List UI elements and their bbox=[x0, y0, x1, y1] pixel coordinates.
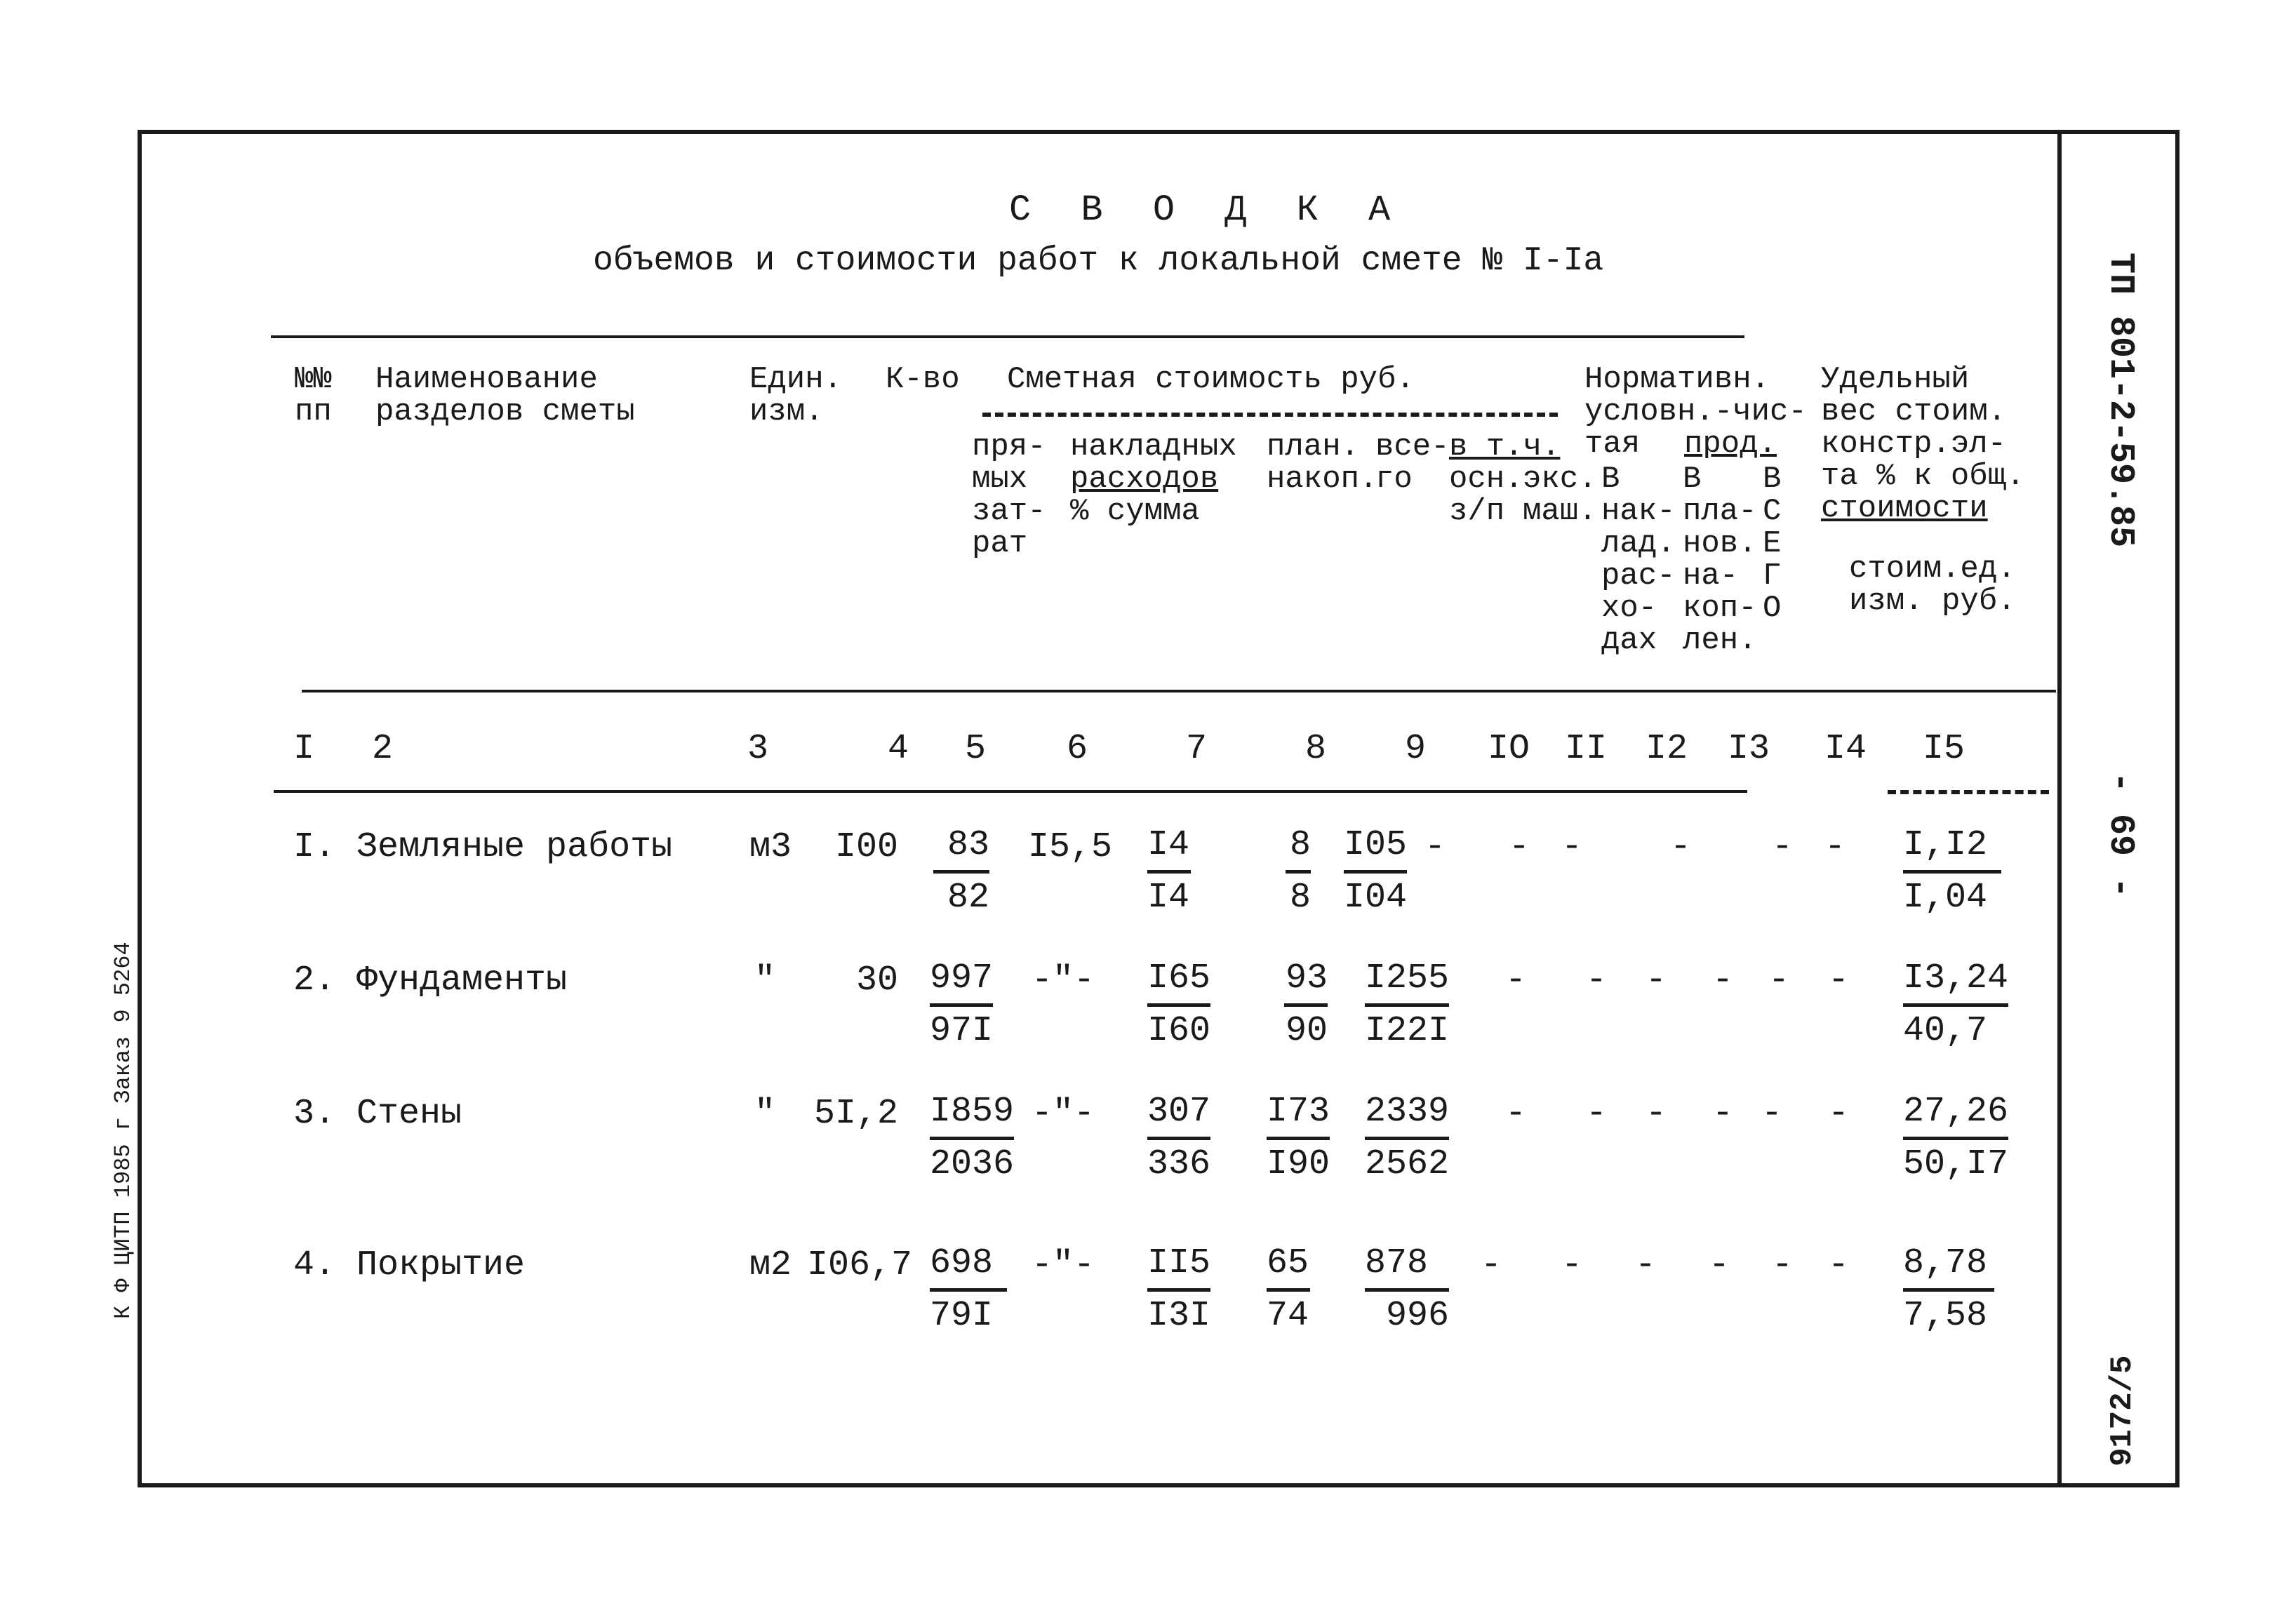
norm-col-line: нов. bbox=[1683, 526, 1757, 561]
row-overhead-sum bbox=[1147, 1089, 1210, 1188]
col-name-line: Наименование bbox=[375, 362, 598, 397]
row-name: 2. Фундаменты bbox=[293, 961, 568, 1001]
row-dash: - bbox=[1712, 1094, 1734, 1134]
col-unit-line: Един. bbox=[749, 362, 843, 397]
row-profit bbox=[1286, 822, 1311, 921]
side-divider bbox=[2057, 130, 2062, 1487]
unit-cost-header bbox=[1849, 553, 2016, 617]
cost-group-dash bbox=[982, 413, 1558, 417]
norm-col-line: лад. bbox=[1601, 526, 1676, 561]
col-number: I5 bbox=[1923, 729, 1965, 769]
direct-line: мых bbox=[972, 462, 1028, 497]
row-total bbox=[1344, 822, 1407, 921]
fraction-bottom: 82 bbox=[947, 878, 989, 918]
norm-col-line: нак- bbox=[1601, 494, 1676, 529]
col-unit-header bbox=[749, 363, 842, 428]
machine-line: экс. bbox=[1523, 462, 1597, 497]
norm-col-cost bbox=[1763, 463, 1781, 624]
row-dash: - bbox=[1670, 827, 1692, 867]
unit-cost-line: изм. руб. bbox=[1849, 584, 2016, 619]
norm-col-line: В bbox=[1763, 462, 1782, 497]
fraction-bottom: 74 bbox=[1267, 1296, 1309, 1336]
norm-col-line: лен. bbox=[1683, 623, 1757, 658]
fraction-top: I05 bbox=[1344, 822, 1407, 874]
col-number: I4 bbox=[1824, 729, 1867, 769]
row-dash: - bbox=[1646, 961, 1667, 1001]
row-unit: " bbox=[754, 1094, 776, 1134]
row-weight bbox=[1903, 1240, 1994, 1339]
col-number-dash bbox=[1888, 790, 2049, 794]
fraction-bottom: I4 bbox=[1147, 878, 1190, 918]
row-profit bbox=[1284, 956, 1328, 1055]
total-line: все- bbox=[1375, 429, 1450, 464]
total-header bbox=[1375, 431, 1450, 495]
row-dash: - bbox=[1561, 1245, 1583, 1285]
col-unit-line: изм. bbox=[749, 394, 824, 429]
fraction-bottom: 8 bbox=[1289, 878, 1311, 918]
row-dash: - bbox=[1772, 827, 1794, 867]
row-weight bbox=[1903, 1089, 2008, 1188]
norm-col-line: дах bbox=[1601, 623, 1657, 658]
weight-header bbox=[1821, 363, 2024, 525]
fraction-top: 307 bbox=[1147, 1089, 1210, 1140]
fraction-top: 8,78 bbox=[1903, 1240, 1994, 1292]
row-weight bbox=[1903, 956, 2008, 1055]
weight-line: констр.эл- bbox=[1821, 427, 2007, 462]
fraction-bottom: I04 bbox=[1344, 878, 1408, 918]
fraction-bottom: I22I bbox=[1365, 1011, 1450, 1051]
col-number: I3 bbox=[1728, 729, 1770, 769]
row-dash: - bbox=[1586, 961, 1608, 1001]
fraction-bottom: I3I bbox=[1147, 1296, 1211, 1336]
fraction-top: I,I2 bbox=[1903, 822, 2001, 874]
print-stamp: К Ф ЦИТП 1985 г Заказ 9 5264 bbox=[110, 942, 136, 1319]
row-unit: м2 bbox=[749, 1245, 792, 1285]
fraction-bottom: 996 bbox=[1385, 1296, 1449, 1336]
row-overhead-sum bbox=[1147, 956, 1210, 1055]
direct-line: зат- bbox=[972, 494, 1046, 529]
weight-line: Удельный bbox=[1821, 362, 1970, 397]
row-dash: - bbox=[1424, 827, 1446, 867]
direct-line: пря- bbox=[972, 429, 1046, 464]
fraction-top: I4 bbox=[1147, 822, 1191, 874]
incl-header: в т.ч. bbox=[1449, 429, 1561, 464]
machine-header bbox=[1523, 463, 1597, 528]
overhead-line: накладных bbox=[1070, 429, 1237, 464]
norm-col-line: Г bbox=[1763, 558, 1782, 594]
fraction-top: I73 bbox=[1267, 1089, 1330, 1140]
row-overhead-sum bbox=[1147, 822, 1191, 921]
fraction-top: 997 bbox=[930, 956, 993, 1007]
row-overhead-pct: -"- bbox=[1032, 961, 1095, 1001]
row-unit: м3 bbox=[749, 827, 792, 867]
salary-line: з/п bbox=[1449, 494, 1505, 529]
row-dash: - bbox=[1586, 1094, 1608, 1134]
col-number: 4 bbox=[888, 729, 909, 769]
row-total bbox=[1365, 1089, 1449, 1188]
fraction-top: 83 bbox=[933, 822, 989, 874]
row-overhead-pct: I5,5 bbox=[1028, 827, 1113, 867]
doc-code: ТП 801-2-59.85 bbox=[2100, 253, 2140, 548]
profit-header bbox=[1267, 431, 1377, 495]
norm-col-line: Е bbox=[1763, 526, 1782, 561]
row-dash: - bbox=[1646, 1094, 1667, 1134]
fraction-bottom: 336 bbox=[1147, 1144, 1211, 1184]
header-top-rule bbox=[271, 335, 1744, 338]
row-dash: - bbox=[1828, 1094, 1850, 1134]
norm-col-line: В bbox=[1601, 462, 1620, 497]
direct-line: рат bbox=[972, 526, 1028, 561]
col-number: 9 bbox=[1405, 729, 1427, 769]
row-dash: - bbox=[1709, 1245, 1730, 1285]
row-total bbox=[1365, 1240, 1449, 1339]
row-name: 3. Стены bbox=[293, 1094, 462, 1134]
profit-line: план. bbox=[1267, 429, 1360, 464]
fraction-top: I255 bbox=[1365, 956, 1449, 1007]
col-qty-header: К-во bbox=[886, 362, 960, 397]
fraction-bottom: 79I bbox=[930, 1296, 994, 1336]
row-direct-cost bbox=[930, 1240, 1007, 1339]
fraction-bottom: I,04 bbox=[1903, 878, 1988, 918]
fraction-top: 65 bbox=[1267, 1240, 1310, 1292]
row-weight bbox=[1903, 822, 2001, 921]
row-dash: - bbox=[1635, 1245, 1657, 1285]
fraction-bottom: 90 bbox=[1285, 1011, 1328, 1051]
salary-header bbox=[1449, 463, 1523, 528]
sheet-number: 9172/5 bbox=[2105, 1355, 2140, 1466]
fraction-top: I3,24 bbox=[1903, 956, 2008, 1007]
overhead-header bbox=[1070, 431, 1237, 528]
fraction-top: I859 bbox=[930, 1089, 1014, 1140]
fraction-bottom: I90 bbox=[1267, 1144, 1330, 1184]
overhead-line: % сумма bbox=[1070, 494, 1200, 529]
norm-col-line: рас- bbox=[1601, 558, 1676, 594]
row-dash: - bbox=[1481, 1245, 1502, 1285]
row-profit bbox=[1267, 1089, 1330, 1188]
norm-col-line: О bbox=[1763, 591, 1782, 626]
fraction-top: 8 bbox=[1286, 822, 1311, 874]
norm-line: условн.-чис- bbox=[1584, 394, 1807, 429]
row-direct-cost bbox=[930, 1089, 1014, 1188]
fraction-top: II5 bbox=[1147, 1240, 1210, 1292]
fraction-bottom: 97I bbox=[930, 1011, 994, 1051]
norm-col-line: С bbox=[1763, 494, 1782, 529]
fraction-bottom: 50,I7 bbox=[1903, 1144, 2009, 1184]
row-overhead-sum bbox=[1147, 1240, 1210, 1339]
col-number-rule bbox=[274, 790, 1747, 793]
row-qty: 30 bbox=[855, 961, 898, 1001]
salary-line: осн. bbox=[1449, 462, 1523, 497]
col-num-line: №№ bbox=[295, 362, 332, 397]
col-num-header bbox=[295, 363, 332, 428]
page-number: - 69 - bbox=[2100, 772, 2140, 899]
row-dash: - bbox=[1828, 961, 1850, 1001]
fraction-bottom: 7,58 bbox=[1903, 1296, 1988, 1336]
norm-col-line: пла- bbox=[1683, 494, 1757, 529]
row-dash: - bbox=[1505, 1094, 1527, 1134]
row-unit: " bbox=[754, 961, 776, 1001]
row-dash: - bbox=[1505, 961, 1527, 1001]
norm-col-line: хо- bbox=[1601, 591, 1657, 626]
norm-col-line: В bbox=[1683, 462, 1702, 497]
fraction-top: 93 bbox=[1284, 956, 1328, 1007]
col-name-header bbox=[375, 363, 635, 428]
col-number: I2 bbox=[1646, 729, 1688, 769]
row-name: 4. Покрытие bbox=[293, 1245, 526, 1285]
fraction-top: 2339 bbox=[1365, 1089, 1449, 1140]
row-dash: - bbox=[1824, 827, 1846, 867]
doc-title: С В О Д К А bbox=[1009, 189, 1405, 231]
doc-subtitle: объемов и стоимости работ к локальной смете № I-Ia bbox=[593, 242, 1604, 280]
row-qty: 5I,2 bbox=[813, 1094, 898, 1134]
norm-col-line: на- bbox=[1683, 558, 1739, 594]
col-number: 3 bbox=[747, 729, 769, 769]
row-total bbox=[1365, 956, 1449, 1055]
col-number: II bbox=[1565, 729, 1608, 769]
col-number: 7 bbox=[1186, 729, 1208, 769]
weight-line: стоимости bbox=[1821, 491, 1988, 526]
direct-cost-header bbox=[972, 431, 1046, 560]
row-name: I. Земляные работы bbox=[293, 827, 673, 867]
row-direct-cost bbox=[933, 822, 989, 921]
row-profit bbox=[1267, 1240, 1310, 1339]
norm-line: Нормативн. bbox=[1584, 362, 1770, 397]
row-dash: - bbox=[1761, 1094, 1783, 1134]
cost-group-header: Сметная стоимость руб. bbox=[1007, 362, 1415, 397]
machine-line: маш. bbox=[1523, 494, 1597, 529]
profit-line: накоп. bbox=[1267, 462, 1378, 497]
col-number: 8 bbox=[1305, 729, 1327, 769]
col-num-line: пп bbox=[295, 394, 332, 429]
norm-line: тая bbox=[1584, 427, 1641, 462]
fraction-bottom: I60 bbox=[1147, 1011, 1211, 1051]
unit-cost-line: стоим.ед. bbox=[1849, 551, 2016, 587]
total-line: го bbox=[1375, 462, 1413, 497]
row-direct-cost bbox=[930, 956, 993, 1055]
norm-prod-header: прод. bbox=[1684, 427, 1777, 462]
row-dash: - bbox=[1561, 827, 1583, 867]
header-bottom-rule bbox=[302, 690, 2056, 693]
row-overhead-pct: -"- bbox=[1032, 1245, 1095, 1285]
col-name-line: разделов сметы bbox=[375, 394, 635, 429]
norm-col-line: коп- bbox=[1683, 591, 1757, 626]
row-dash: - bbox=[1712, 961, 1734, 1001]
fraction-bottom: 2036 bbox=[930, 1144, 1015, 1184]
overhead-line: расходов bbox=[1070, 462, 1219, 497]
row-dash: - bbox=[1509, 827, 1530, 867]
norm-col-overhead bbox=[1601, 463, 1676, 657]
fraction-top: 27,26 bbox=[1903, 1089, 2008, 1140]
row-dash: - bbox=[1768, 961, 1790, 1001]
row-dash: - bbox=[1772, 1245, 1794, 1285]
col-number: I bbox=[293, 729, 315, 769]
row-qty: I00 bbox=[834, 827, 898, 867]
row-overhead-pct: -"- bbox=[1032, 1094, 1095, 1134]
norm-col-profit bbox=[1683, 463, 1757, 657]
row-dash: - bbox=[1828, 1245, 1850, 1285]
weight-line: вес стоим. bbox=[1821, 394, 2007, 429]
fraction-bottom: 40,7 bbox=[1903, 1011, 1988, 1051]
fraction-bottom: 2562 bbox=[1365, 1144, 1450, 1184]
fraction-top: I65 bbox=[1147, 956, 1210, 1007]
col-number: 2 bbox=[372, 729, 394, 769]
fraction-top: 878 bbox=[1365, 1240, 1449, 1292]
col-number: 5 bbox=[965, 729, 987, 769]
col-number: IO bbox=[1488, 729, 1530, 769]
weight-line: та % к общ. bbox=[1821, 459, 2025, 494]
row-qty: I06,7 bbox=[807, 1245, 913, 1285]
fraction-top: 698 bbox=[930, 1240, 1007, 1292]
col-number: 6 bbox=[1067, 729, 1088, 769]
